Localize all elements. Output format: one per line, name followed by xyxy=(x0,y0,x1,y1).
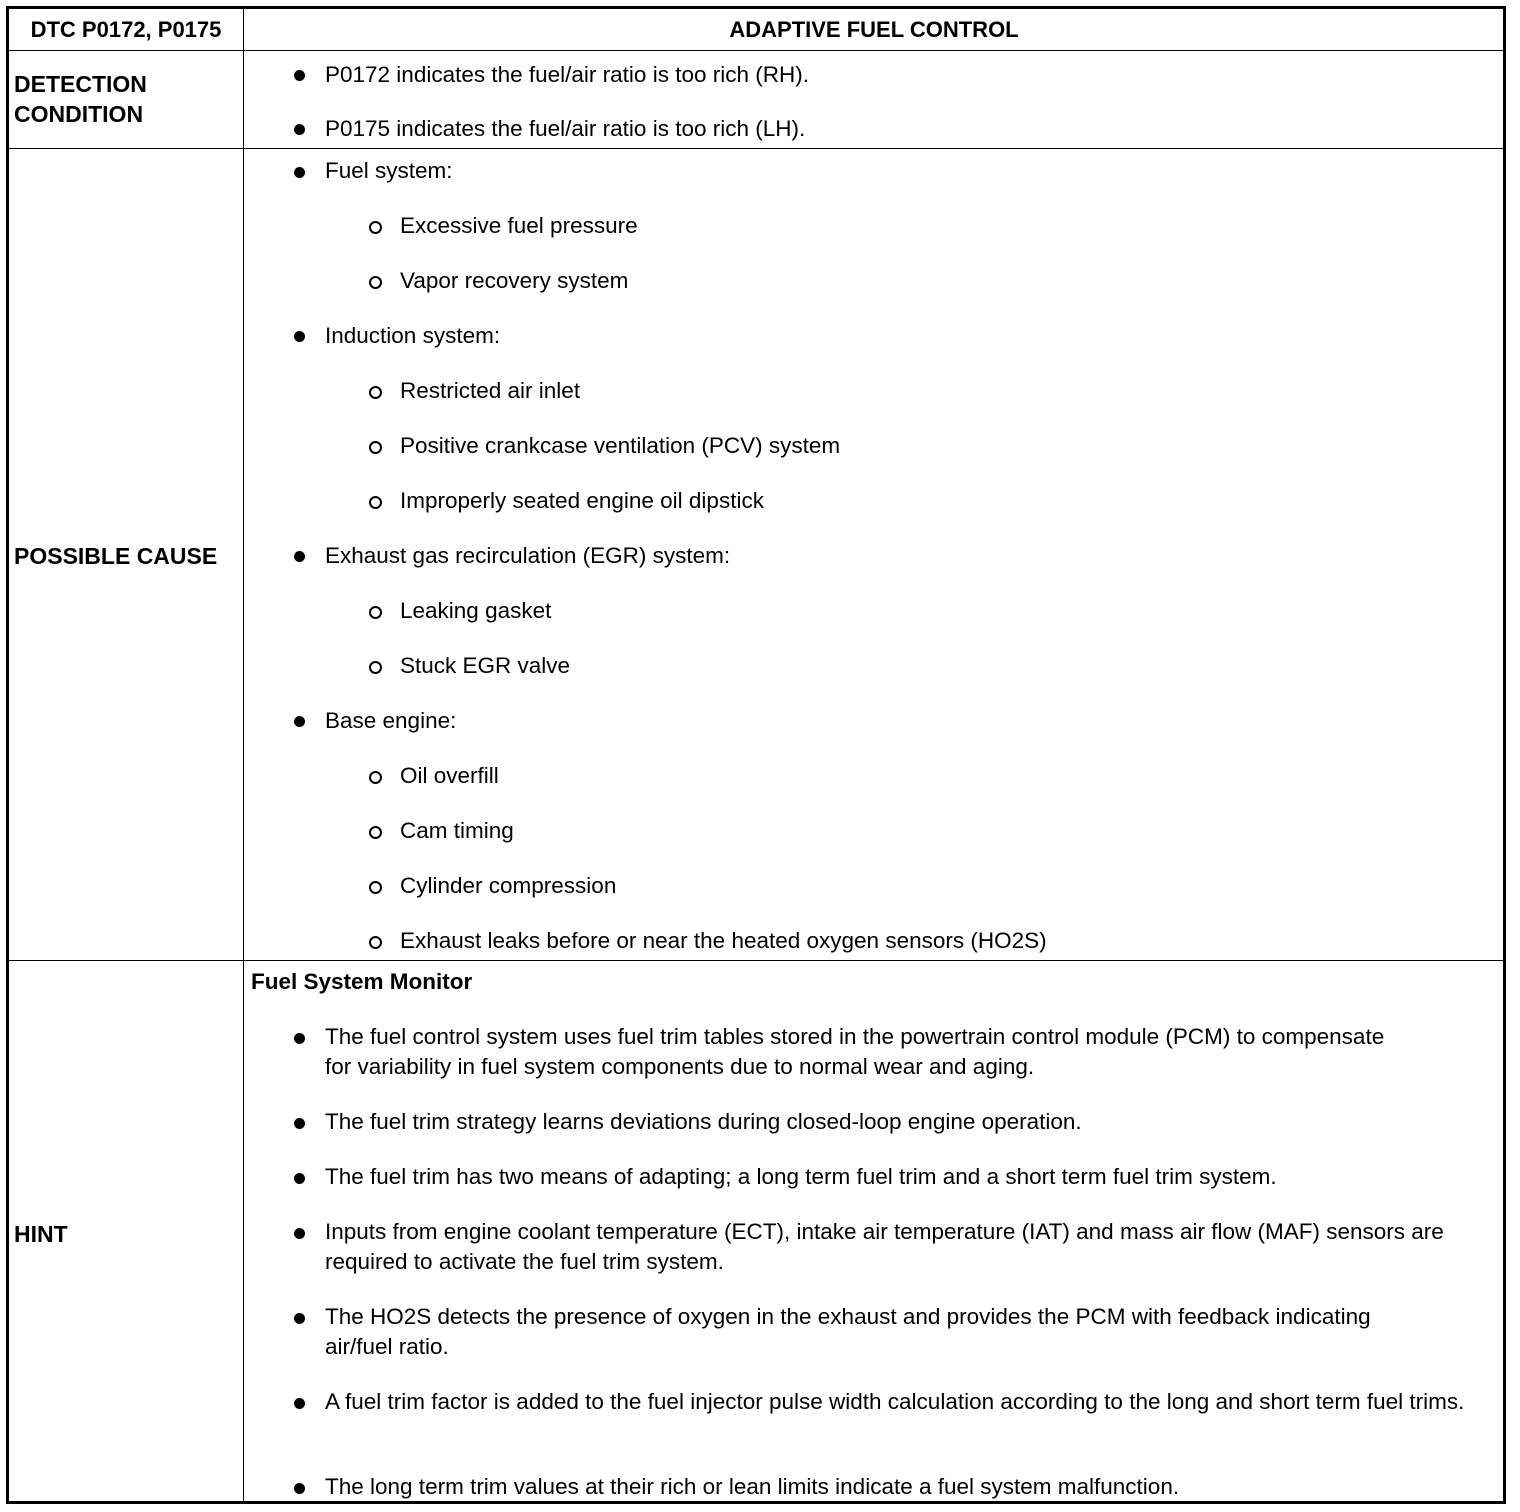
cause-item: Restricted air inlet xyxy=(400,378,581,403)
hint-label: HINT xyxy=(14,1221,68,1247)
cause-item: Exhaust leaks before or near the heated oxygen sensors (HO2S) xyxy=(400,928,1047,953)
bullet-icon xyxy=(294,1398,305,1409)
bullet-icon xyxy=(294,1483,305,1494)
dtc-code-header: DTC P0172, P0175 xyxy=(30,17,222,42)
bullet-icon xyxy=(294,124,305,135)
hint-item: A fuel trim factor is added to the fuel injector pulse width calculation according to the long and short term fuel trims. xyxy=(325,1389,1465,1414)
sub-bullet-icon xyxy=(369,496,382,509)
header-row xyxy=(9,9,1503,51)
detection-item: P0172 indicates the fuel/air ratio is too rich (RH). xyxy=(325,62,809,87)
possible-cause-row xyxy=(9,149,1503,961)
bullet-icon xyxy=(294,1033,305,1044)
sub-bullet-icon xyxy=(369,276,382,289)
sub-bullet-icon xyxy=(369,606,382,619)
hint-item: The fuel trim has two means of adapting; a long term fuel trim and a short term fuel trim system. xyxy=(325,1164,1277,1189)
bullet-icon xyxy=(294,716,305,727)
hint-item: The fuel trim strategy learns deviations during closed-loop engine operation. xyxy=(325,1109,1082,1134)
cause-group-title: Base engine: xyxy=(325,708,457,733)
sub-bullet-icon xyxy=(369,386,382,399)
dtc-table xyxy=(6,6,1506,1504)
cause-item: Leaking gasket xyxy=(400,598,552,623)
sub-bullet-icon xyxy=(369,936,382,949)
cause-item: Improperly seated engine oil dipstick xyxy=(400,488,764,513)
hint-item: The HO2S detects the presence of oxygen in the exhaust and provides the PCM with feedback indicating air/fuel ratio. xyxy=(325,1304,1371,1359)
hint-item: Inputs from engine coolant temperature (ECT), intake air temperature (IAT) and mass air flow (MAF) sensors are required to activate the fuel trim system. xyxy=(325,1219,1444,1274)
detection-condition-row xyxy=(9,51,1503,149)
possible-cause-label: POSSIBLE CAUSE xyxy=(14,543,218,569)
sub-bullet-icon xyxy=(369,826,382,839)
detection-item: P0175 indicates the fuel/air ratio is too rich (LH). xyxy=(325,116,806,141)
cause-item: Vapor recovery system xyxy=(400,268,629,293)
cause-group-title: Induction system: xyxy=(325,323,501,348)
cause-group-title: Exhaust gas recirculation (EGR) system: xyxy=(325,543,731,568)
cause-item: Cylinder compression xyxy=(400,873,617,898)
bullet-icon xyxy=(294,551,305,562)
bullet-icon xyxy=(294,1313,305,1324)
cause-group-title: Fuel system: xyxy=(325,158,453,183)
bullet-icon xyxy=(294,70,305,81)
sub-bullet-icon xyxy=(369,441,382,454)
bullet-icon xyxy=(294,331,305,342)
cause-item: Cam timing xyxy=(400,818,514,843)
bullet-icon xyxy=(294,167,305,178)
cause-item: Excessive fuel pressure xyxy=(400,213,638,238)
detection-label-line2: CONDITION xyxy=(14,101,144,127)
hint-item: The long term trim values at their rich or lean limits indicate a fuel system malfunction. xyxy=(325,1474,1180,1499)
hint-row xyxy=(9,961,1503,1501)
hint-heading: Fuel System Monitor xyxy=(251,969,473,994)
cause-item: Oil overfill xyxy=(400,763,499,788)
sub-bullet-icon xyxy=(369,661,382,674)
table-title: ADAPTIVE FUEL CONTROL xyxy=(729,17,1019,42)
cause-item: Stuck EGR valve xyxy=(400,653,571,678)
detection-condition-label xyxy=(14,69,147,129)
bullet-icon xyxy=(294,1173,305,1184)
sub-bullet-icon xyxy=(369,881,382,894)
bullet-icon xyxy=(294,1118,305,1129)
sub-bullet-icon xyxy=(369,771,382,784)
bullet-icon xyxy=(294,1228,305,1239)
sub-bullet-icon xyxy=(369,221,382,234)
hint-item: The fuel control system uses fuel trim tables stored in the powertrain control module (PCM) to compensate for variability in fuel system components due to normal wear and aging. xyxy=(325,1024,1385,1079)
cause-item: Positive crankcase ventilation (PCV) system xyxy=(400,433,841,458)
detection-label-line1: DETECTION xyxy=(14,71,147,97)
